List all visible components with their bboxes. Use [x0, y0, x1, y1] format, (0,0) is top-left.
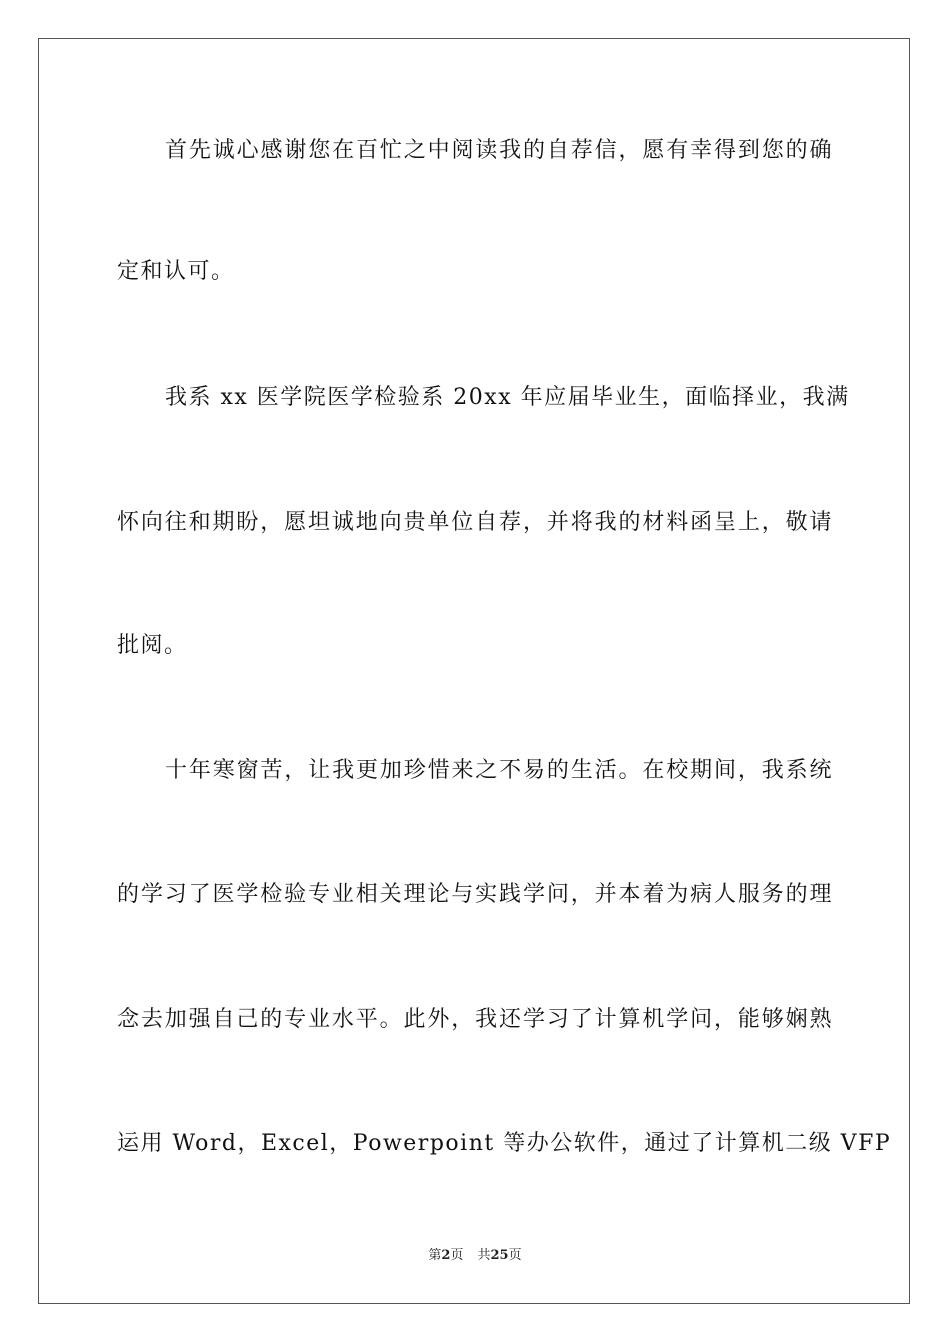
paragraph-2-line-1: 我系 xx 医学院医学检验系 20xx 年应届毕业生，面临择业，我满	[165, 385, 850, 410]
footer-total-prefix: 共	[477, 1248, 491, 1263]
paragraph-2-line-2: 怀向往和期盼，愿坦诚地向贵单位自荐，并将我的材料函呈上，敬请	[117, 510, 833, 535]
footer-page-suffix: 页	[450, 1248, 464, 1263]
footer-total-suffix: 页	[508, 1248, 522, 1263]
page-footer	[0, 1246, 950, 1266]
paragraph-1-line-2: 定和认可。	[117, 259, 235, 284]
paragraph-2-line-3: 批阅。	[117, 633, 188, 658]
paragraph-3-line-3: 念去加强自己的专业水平。此外，我还学习了计算机学问，能够娴熟	[117, 1007, 833, 1032]
page-border	[38, 38, 910, 1304]
paragraph-3-line-1: 十年寒窗苦，让我更加珍惜来之不易的生活。在校期间，我系统	[165, 758, 833, 783]
paragraph-1-line-1: 首先诚心感谢您在百忙之中阅读我的自荐信，愿有幸得到您的确	[165, 138, 833, 163]
paragraph-3-line-2: 的学习了医学检验专业相关理论与实践学问，并本着为病人服务的理	[117, 882, 833, 907]
footer-page-number: 2	[441, 1248, 451, 1263]
footer-total-pages: 25	[490, 1248, 509, 1263]
paragraph-3-line-4: 运用 Word，Excel，Powerpoint 等办公软件，通过了计算机二级 VFP	[117, 1131, 892, 1156]
footer-page-prefix: 第	[428, 1248, 442, 1263]
